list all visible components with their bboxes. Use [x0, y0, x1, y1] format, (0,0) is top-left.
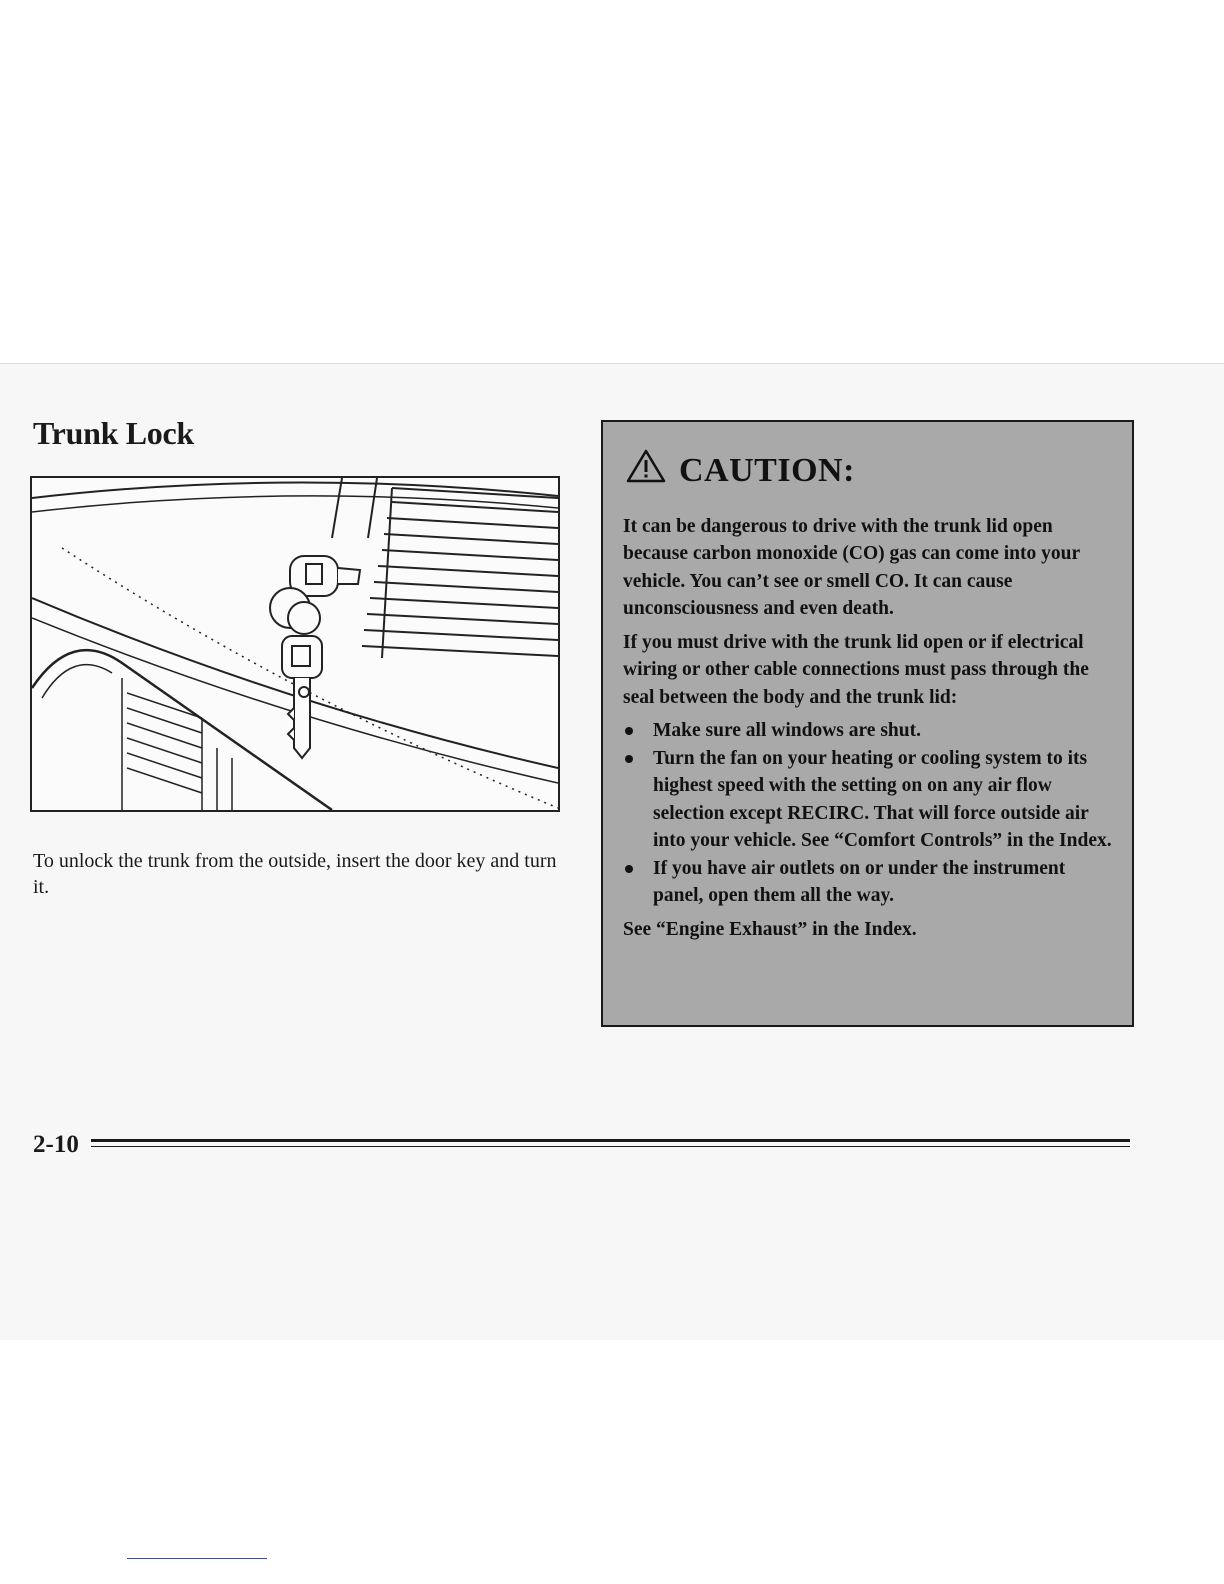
- caution-header: [625, 448, 1114, 493]
- warning-triangle-icon: [625, 448, 667, 493]
- caution-paragraph: If you must drive with the trunk lid open or if electrical wiring or other cable connections must pass through the seal between the body and the trunk lid:: [623, 631, 1089, 708]
- divider: [127, 1558, 267, 1559]
- caution-paragraph: It can be dangerous to drive with the trunk lid open because carbon monoxide (CO) gas can come into your vehicle. You can’t see or smell CO. It can cause unconsciousness and even death.: [623, 515, 1080, 619]
- body-text: To unlock the trunk from the outside, insert the door key and turn it.: [33, 850, 557, 898]
- page-number: 2-10: [33, 1131, 79, 1158]
- trunk-lock-key-illustration: [30, 476, 560, 812]
- caution-bullet: Make sure all windows are shut.: [623, 717, 1114, 745]
- caution-label: CAUTION:: [679, 451, 855, 489]
- caution-box: [601, 420, 1134, 1027]
- footer-rule: [91, 1139, 1130, 1142]
- footer-rule: [91, 1146, 1130, 1147]
- page-title: Trunk Lock: [33, 415, 194, 451]
- caution-closing: See “Engine Exhaust” in the Index.: [623, 918, 917, 940]
- caution-bullet-list: [623, 717, 1114, 910]
- page-footer: [33, 1131, 1130, 1163]
- caution-bullet: Turn the fan on your heating or cooling system to its highest speed with the setting on on any air flow selection except RECIRC. That will force outside air into your vehicle. See “Comfort Controls” in the Index.: [623, 745, 1114, 855]
- caution-bullet: If you have air outlets on or under the instrument panel, open them all the way.: [623, 855, 1114, 910]
